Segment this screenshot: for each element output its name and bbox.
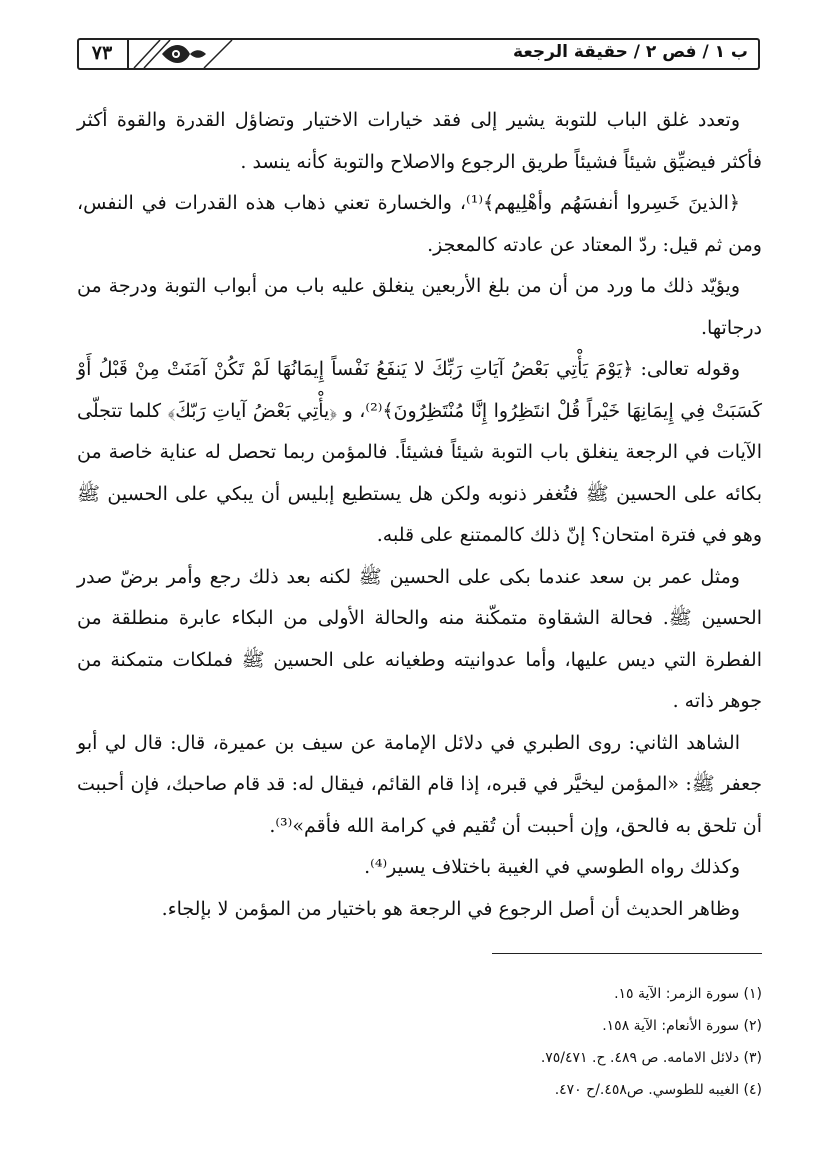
paragraph-6: الشاهد الثاني: روى الطبري في دلائل الإمامة عن سيف بن عميرة، قال: قال لي أبو جعفر ﷺ: «المؤمن ليخيَّر في قبره، إذا قام القائم، فيقال له: قد قام صاحبك، فإن أحببت أن تلحق به فالحق، وإن أحببت أن تُقيم في كرامة الله فأقم»⁽³⁾. [77, 731, 762, 837]
page-number: ٧٣ [77, 38, 129, 70]
footnote-separator [492, 953, 762, 954]
main-text [77, 100, 762, 930]
footnote-3: (٣) دلائل الامامه. ص ٤٨٩. ح. ٧٥/٤٧١. [540, 1050, 762, 1066]
paragraph-7: وكذلك رواه الطوسي في الغيبة باختلاف يسير⁽⁴⁾. [364, 856, 740, 878]
decorative-ornament [132, 38, 237, 70]
footnote-2: (٢) سورة الأنعام: الآية ١٥٨. [602, 1018, 762, 1034]
page-header [77, 38, 760, 70]
paragraph-1: وتعدد غلق الباب للتوبة يشير إلى فقد خيارات الاختيار وتضاؤل القدرة والقوة أكثر فأكثر فيضيِّق شيئاً فشيئاً طريق الرجوع والاصلاح والتوبة كأنه ينسد . [77, 109, 762, 173]
paragraph-4: وقوله تعالى: ﴿يَوْمَ يَأْتِي بَعْضُ آيَاتِ رَبِّكَ لا يَنفَعُ نَفْساً إِيمَانُهَا لَمْ تَكُنْ آمَنَتْ مِنْ قَبْلُ أَوْ كَسَبَتْ فِي إِيمَانِهَا خَيْراً قُلْ انتَظِرُوا إِنَّا مُنْتَظِرُونَ﴾⁽²⁾، و ﴿يأْتِي بَعْضُ آياتِ رَبّكَ﴾ كلما تتجلّى الآيات في الرجعة ينغلق باب التوبة شيئاً فشيئاً. فالمؤمن ربما تحصل له عناية خاصة من بكائه على الحسين ﷺ فتُغفر ذنوبه ولكن هل يستطيع إبليس أن يبكي على الحسين ﷺ وهو في فترة امتحان؟ إنّ ذلك كالممتنع على قلبه. [77, 358, 762, 546]
paragraph-5: ومثل عمر بن سعد عندما بكى على الحسين ﷺ لكنه بعد ذلك رجع وأمر برضّ صدر الحسين ﷺ. فحالة الشقاوة متمكّنة منه والحالة الأولى من البكاء عابرة منطلقة من الفطرة التي ديس عليها، وأما عدوانيته وطغيانه على الحسين ﷺ فملكات متمكنة من جوهر ذاته . [77, 565, 762, 712]
paragraph-2: ﴿الذينَ خَسِروا أنفسَهُم وأهْلِيهم﴾⁽¹⁾، والخسارة تعني ذهاب هذه القدرات في النفس، ومن ثم قيل: ردّ المعتاد عن عادته كالمعجز. [77, 192, 762, 256]
footnote-4: (٤) الغيبه للطوسي. ص٤٥٨./ح ٤٧٠. [554, 1082, 762, 1098]
footnote-1: (١) سورة الزمر: الآية ١٥. [614, 986, 762, 1002]
paragraph-8: وظاهر الحديث أن أصل الرجوع في الرجعة هو باختيار من المؤمن لا بإلجاء. [161, 897, 740, 920]
header-title: ب ١ / فص ٢ / حقيقة الرجعة [513, 42, 748, 62]
footnotes [480, 978, 762, 1106]
paragraph-3: ويؤيّد ذلك ما ورد من أن من بلغ الأربعين ينغلق عليه باب من أبواب التوبة ودرجة من درجاتها. [77, 275, 762, 339]
